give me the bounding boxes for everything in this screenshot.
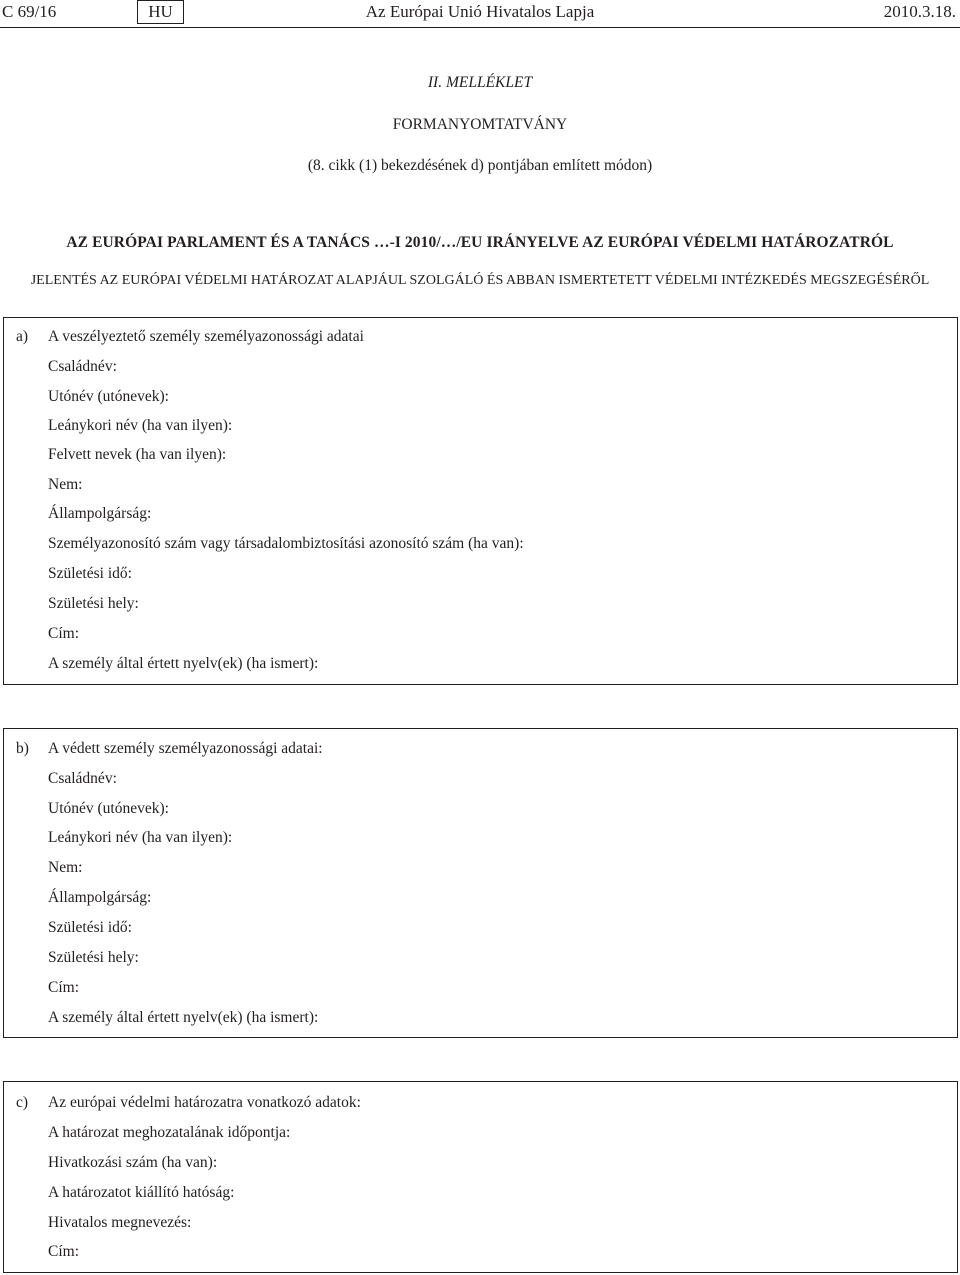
field-label: Utónév (utónevek): bbox=[48, 388, 169, 405]
section-c-letter: c) bbox=[16, 1094, 29, 1111]
directive-title: AZ EURÓPAI PARLAMENT ÉS A TANÁCS …-I 2010/…/EU IRÁNYELVE AZ EURÓPAI VÉDELMI HATÁROZATRÓL bbox=[66, 234, 894, 251]
language-code-box: HU bbox=[137, 0, 184, 24]
field-label: Felvett nevek (ha van ilyen): bbox=[48, 446, 227, 463]
field-label: Születési hely: bbox=[48, 595, 139, 612]
field-label: Hivatkozási szám (ha van): bbox=[48, 1154, 218, 1171]
section-b-box bbox=[3, 728, 958, 1038]
annex-title: II. MELLÉKLET bbox=[427, 74, 533, 91]
field-label: Állampolgárság: bbox=[48, 505, 152, 522]
field-label: Születési idő: bbox=[48, 919, 132, 936]
section-c-box bbox=[3, 1081, 958, 1273]
section-c-heading: Az európai védelmi határozatra vonatkozó adatok: bbox=[48, 1094, 361, 1111]
field-label: Személyazonosító szám vagy társadalombiztosítási azonosító szám (ha van): bbox=[48, 535, 524, 552]
page-reference: C 69/16 bbox=[2, 2, 57, 21]
field-label: Cím: bbox=[48, 625, 80, 642]
field-label: A határozat meghozatalának időpontja: bbox=[48, 1124, 291, 1141]
field-label: Nem: bbox=[48, 476, 83, 493]
field-label: Családnév: bbox=[48, 770, 117, 787]
section-a-heading: A veszélyeztető személy személyazonossági adatai bbox=[48, 328, 364, 345]
section-b-heading: A védett személy személyazonossági adatai: bbox=[48, 740, 323, 757]
field-label: Leánykori név (ha van ilyen): bbox=[48, 829, 233, 846]
field-label: A személy által értett nyelv(ek) (ha ismert): bbox=[48, 655, 319, 672]
report-title: JELENTÉS AZ EURÓPAI VÉDELMI HATÁROZAT ALAPJÁUL SZOLGÁLÓ ÉS ABBAN ISMERTETETT VÉDELMI INTÉZKEDÉS MEGSZEGÉSÉRŐL bbox=[30, 273, 930, 288]
page-header bbox=[0, 0, 960, 28]
field-label: Nem: bbox=[48, 859, 83, 876]
section-a-letter: a) bbox=[16, 328, 29, 345]
field-label: A személy által értett nyelv(ek) (ha ismert): bbox=[48, 1009, 319, 1026]
field-label: A határozatot kiállító hatóság: bbox=[48, 1184, 235, 1201]
field-label: Leánykori név (ha van ilyen): bbox=[48, 417, 233, 434]
field-label: Állampolgárság: bbox=[48, 889, 152, 906]
section-b-letter: b) bbox=[16, 740, 29, 757]
form-subtitle: (8. cikk (1) bekezdésének d) pontjában említett módon) bbox=[307, 157, 653, 174]
field-label: Hivatalos megnevezés: bbox=[48, 1214, 192, 1231]
section-a-box bbox=[3, 317, 958, 685]
field-label: Cím: bbox=[48, 979, 80, 996]
field-label: Születési idő: bbox=[48, 565, 132, 582]
form-title: FORMANYOMTATVÁNY bbox=[392, 116, 568, 133]
field-label: Születési hely: bbox=[48, 949, 139, 966]
header-divider bbox=[0, 27, 960, 28]
publication-date: 2010.3.18. bbox=[883, 2, 956, 21]
field-label: Utónév (utónevek): bbox=[48, 800, 169, 817]
field-label: Családnév: bbox=[48, 358, 117, 375]
field-label: Cím: bbox=[48, 1243, 80, 1260]
journal-title: Az Európai Unió Hivatalos Lapja bbox=[365, 2, 595, 21]
